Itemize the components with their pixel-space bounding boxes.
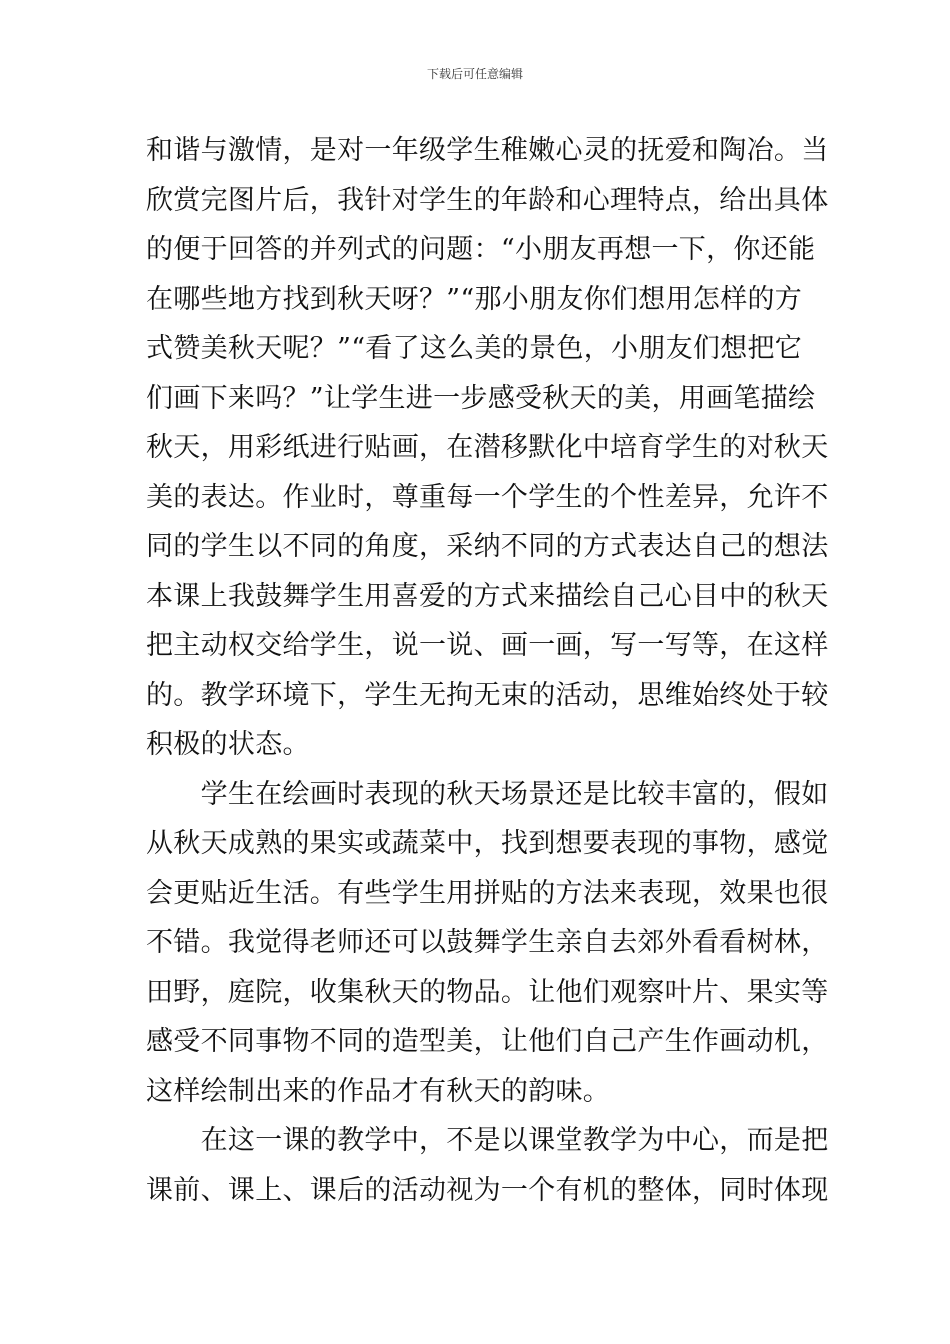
text-line: 的便于回答的并列式的问题：“小朋友再想一下，你还能 bbox=[146, 234, 816, 265]
paragraph-3 bbox=[146, 1116, 829, 1215]
text-line: 这样绘制出来的作品才有秋天的韵味。 bbox=[146, 1075, 611, 1107]
paragraph-2 bbox=[146, 770, 829, 1117]
text-line: 积极的状态。 bbox=[146, 729, 310, 760]
text-line: 同的学生以不同的角度，采纳不同的方式表达自己的想法 bbox=[146, 531, 829, 562]
text-line: 欣赏完图片后，我针对学生的年龄和心理特点，给出具体 bbox=[146, 184, 829, 216]
text-line: 美的表达。作业时，尊重每一个学生的个性差异，允许不 bbox=[146, 481, 829, 513]
text-line: 会更贴近生活。有些学生用拼贴的方法来表现，效果也很 bbox=[146, 877, 829, 909]
text-line: 学生在绘画时表现的秋天场景还是比较丰富的，假如 bbox=[146, 778, 829, 810]
text-line: 式赞美秋天呢？”“看了这么美的景色，小朋友们想把它 bbox=[146, 333, 803, 364]
text-line: 课前、课上、课后的活动视为一个有机的整体，同时体现 bbox=[146, 1174, 829, 1206]
page-header: 下载后可任意编辑 bbox=[426, 67, 523, 81]
text-line: 和谐与激情，是对一年级学生稚嫩心灵的抚爱和陶冶。当 bbox=[146, 135, 829, 166]
text-line: 的。教学环境下，学生无拘无束的活动，思维始终处于较 bbox=[146, 679, 829, 711]
text-line: 感受不同事物不同的造型美，让他们自己产生作画动机， bbox=[146, 1026, 829, 1057]
text-line: 本课上我鼓舞学生用喜爱的方式来描绘自己心目中的秋天 bbox=[146, 580, 829, 612]
document-body bbox=[146, 126, 829, 1215]
text-line: 从秋天成熟的果实或蔬菜中，找到想要表现的事物，感觉 bbox=[146, 828, 829, 859]
text-line: 秋天，用彩纸进行贴画，在潜移默化中培育学生的对秋天 bbox=[146, 432, 829, 463]
text-line: 把主动权交给学生，说一说、画一画，写一写等，在这样 bbox=[146, 630, 829, 661]
text-line: 在哪些地方找到秋天呀？”“那小朋友你们想用怎样的方 bbox=[146, 283, 803, 315]
text-line: 不错。我觉得老师还可以鼓舞学生亲自去郊外看看树林， bbox=[146, 927, 829, 958]
paragraph-1 bbox=[146, 126, 829, 770]
text-line: 们画下来吗？”让学生进一步感受秋天的美，用画笔描绘 bbox=[146, 382, 816, 414]
text-line: 田野，庭院，收集秋天的物品。让他们观察叶片、果实等 bbox=[146, 976, 829, 1008]
text-line: 在这一课的教学中，不是以课堂教学为中心，而是把 bbox=[146, 1125, 829, 1156]
